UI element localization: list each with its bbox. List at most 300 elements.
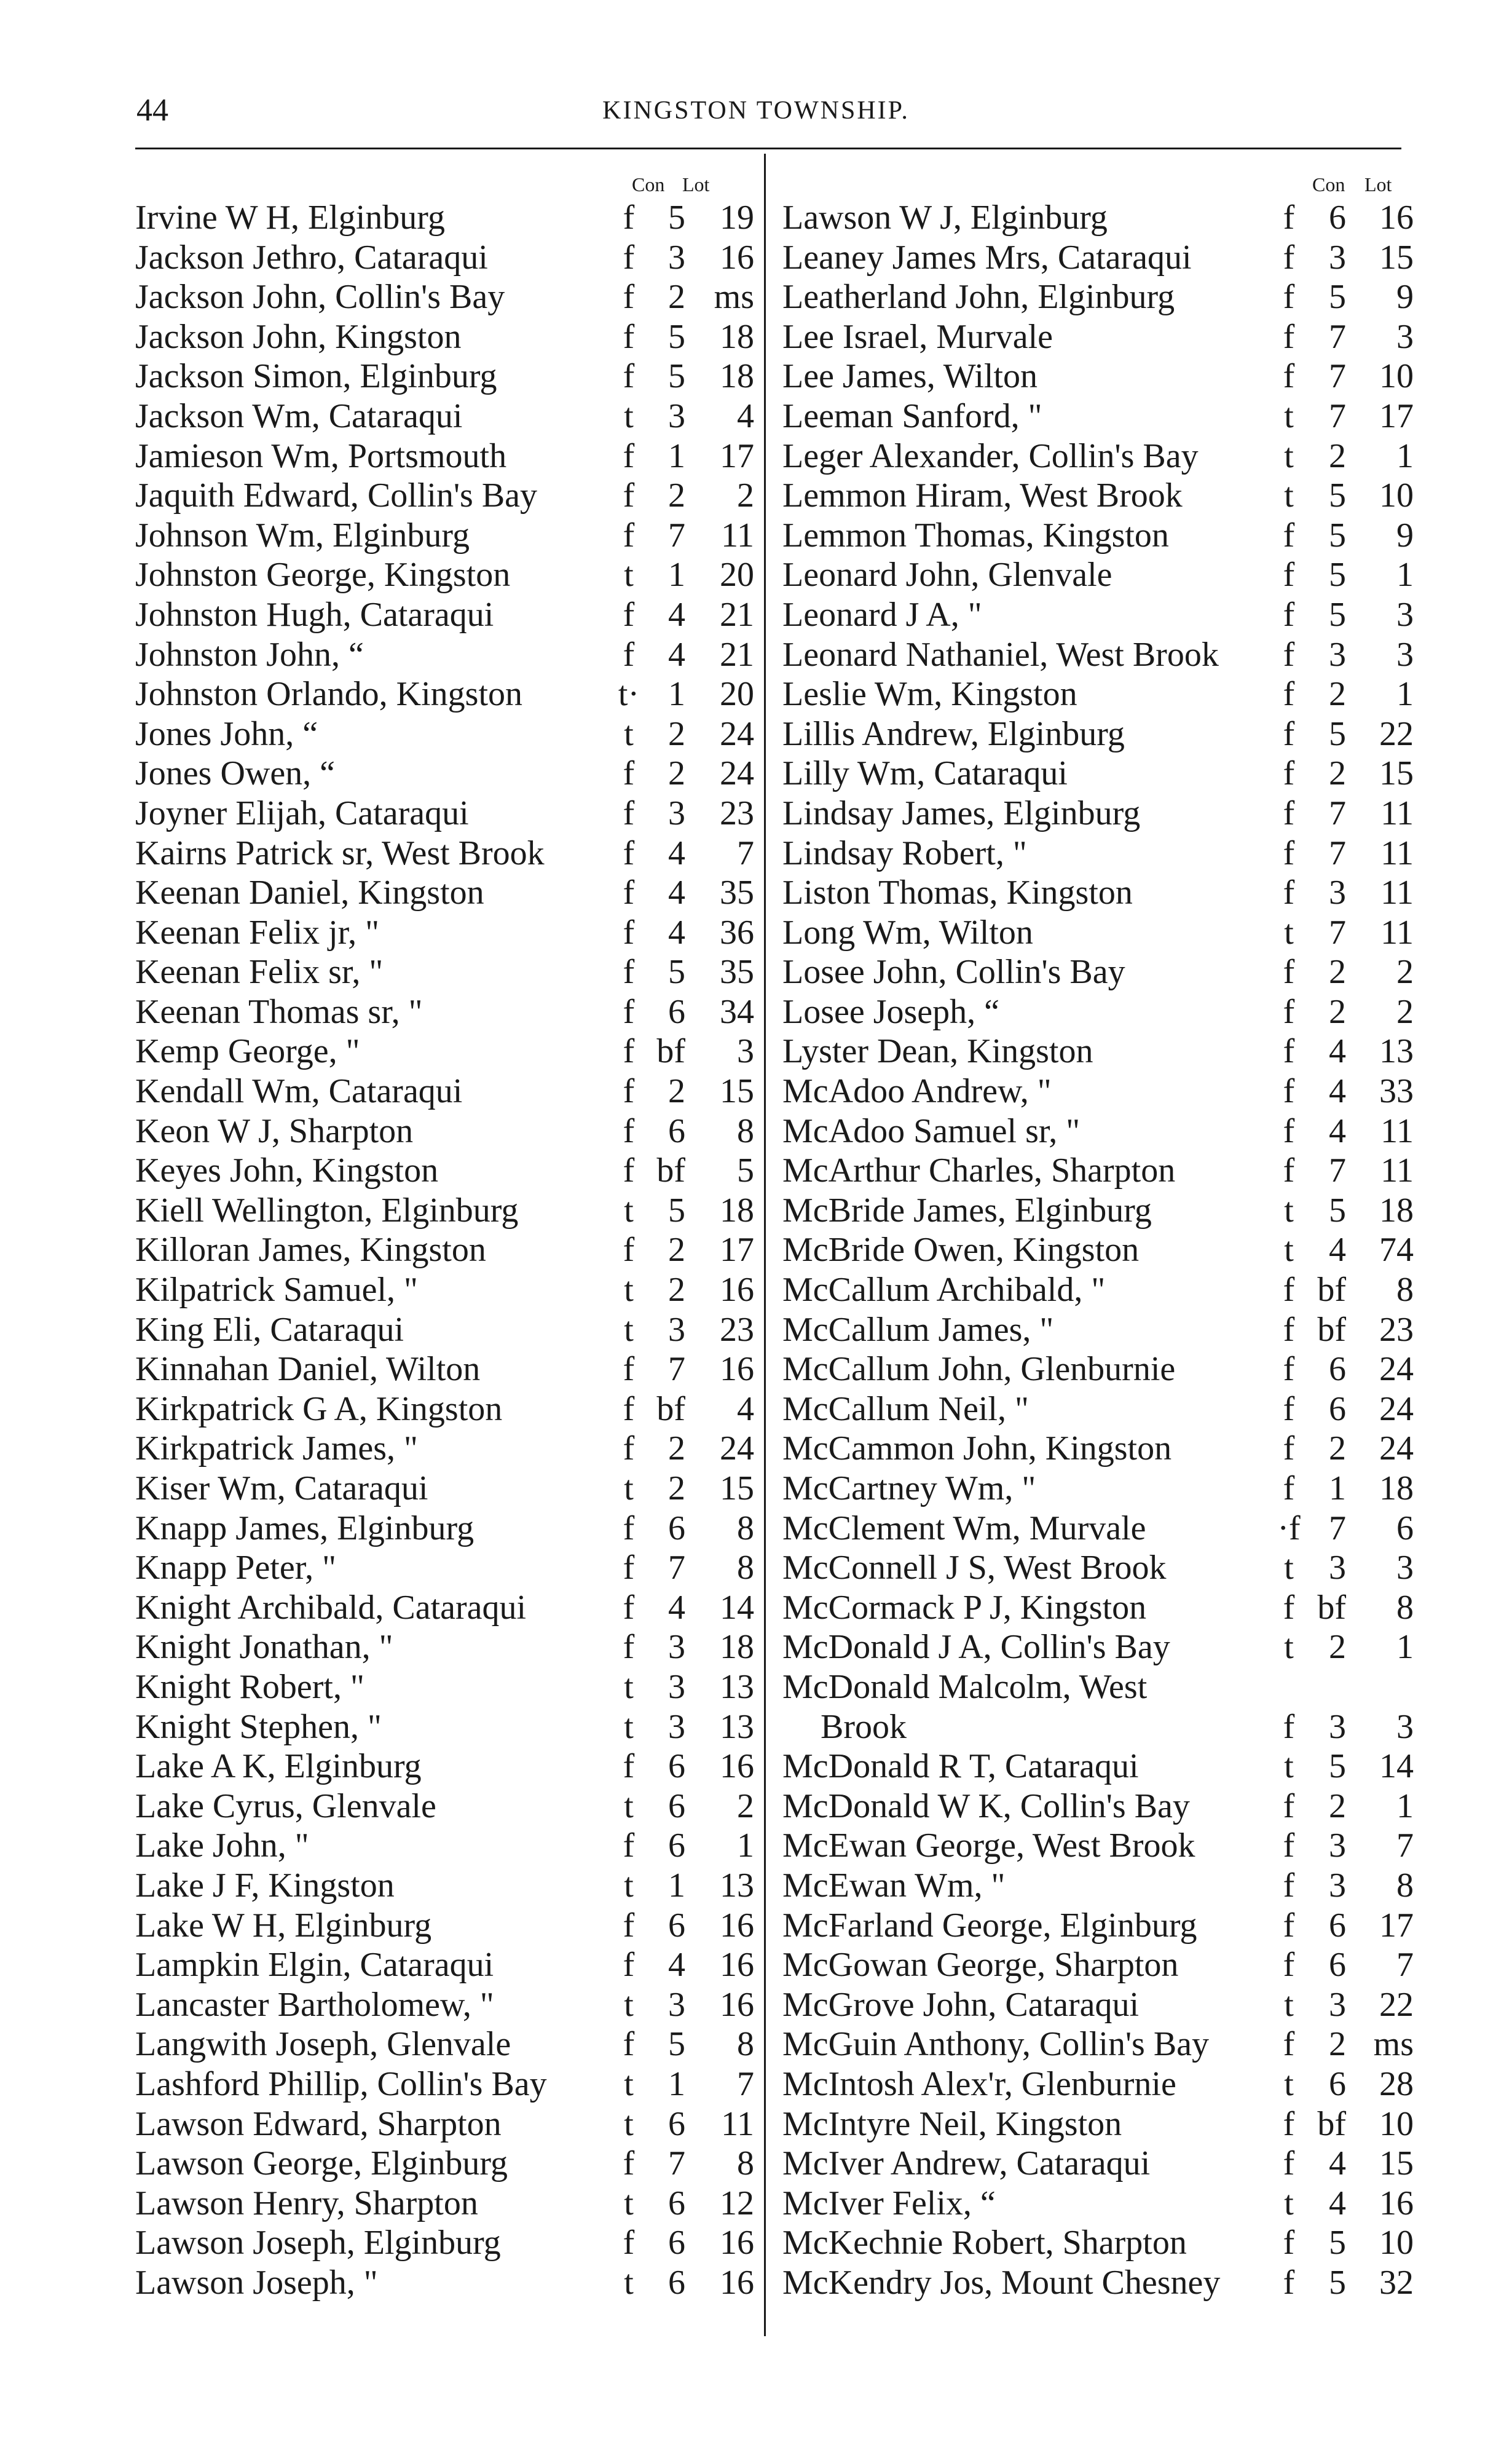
directory-entry xyxy=(771,2263,1417,2303)
entry-name: Knight Archibald, Cataraqui xyxy=(135,1588,527,1627)
entry-name: Johnston Hugh, Cataraqui xyxy=(135,595,494,634)
entry-tenure: t xyxy=(1284,1231,1294,1270)
directory-entry xyxy=(771,1469,1417,1509)
entry-name: Leatherland John, Elginburg xyxy=(782,278,1175,317)
entry-concession: 3 xyxy=(1329,1707,1346,1746)
entry-tenure: f xyxy=(1283,1151,1295,1190)
entry-lot: 2 xyxy=(1396,992,1414,1031)
entry-tenure: f xyxy=(623,635,635,674)
entry-name: McClement Wm, Murvale xyxy=(782,1509,1146,1547)
entry-name: McAdoo Andrew, " xyxy=(782,1072,1052,1111)
directory-entry xyxy=(771,1032,1417,1072)
entry-lot: 3 xyxy=(1396,1707,1414,1746)
directory-entry xyxy=(771,913,1417,953)
entry-tenure: t xyxy=(1284,436,1294,475)
entry-concession: 6 xyxy=(668,1112,685,1150)
directory-entry xyxy=(771,198,1417,238)
entry-concession: 3 xyxy=(668,238,685,277)
directory-entry xyxy=(771,1509,1417,1549)
directory-entry xyxy=(771,992,1417,1032)
entry-lot: 15 xyxy=(1379,2144,1414,2183)
directory-entry xyxy=(117,397,762,436)
entry-lot: 14 xyxy=(720,1588,754,1627)
directory-entry xyxy=(117,2104,762,2144)
entry-lot: 9 xyxy=(1396,278,1414,317)
directory-entry xyxy=(771,1866,1417,1906)
entry-name: Lake Cyrus, Glenvale xyxy=(135,1787,436,1825)
entry-name: McDonald Malcolm, West xyxy=(782,1667,1148,1706)
entry-concession: 3 xyxy=(1329,1985,1346,2024)
entry-concession: 5 xyxy=(668,953,685,992)
directory-entry xyxy=(117,834,762,874)
entry-lot: 4 xyxy=(737,397,754,435)
left-column xyxy=(117,161,762,2331)
directory-entry xyxy=(117,1389,762,1429)
entry-lot: ms xyxy=(1373,2025,1414,2064)
directory-entry xyxy=(117,1866,762,1906)
entry-lot: 2 xyxy=(737,1787,754,1825)
entry-lot: 1 xyxy=(737,1827,754,1865)
entry-concession: 3 xyxy=(1329,1866,1346,1905)
entry-name: Killoran James, Kingston xyxy=(135,1231,486,1270)
entry-name: Kendall Wm, Cataraqui xyxy=(135,1072,463,1111)
entry-tenure: t xyxy=(624,1469,634,1507)
entry-tenure: f xyxy=(1283,278,1295,317)
directory-entry xyxy=(771,555,1417,595)
entry-lot: 74 xyxy=(1379,1231,1414,1270)
directory-entry xyxy=(117,357,762,397)
entry-lot: 24 xyxy=(1379,1389,1414,1428)
entry-lot: 13 xyxy=(720,1707,754,1746)
entry-name: Kiser Wm, Cataraqui xyxy=(135,1469,428,1507)
entry-lot: 8 xyxy=(737,1112,754,1150)
entry-name: Keenan Felix sr, " xyxy=(135,953,384,992)
entry-name: McCormack P J, Kingston xyxy=(782,1588,1147,1627)
directory-entry xyxy=(771,2223,1417,2263)
entry-name: Lee James, Wilton xyxy=(782,357,1038,396)
directory-entry xyxy=(771,595,1417,635)
entry-concession: 6 xyxy=(668,1906,685,1945)
directory-entry xyxy=(117,2184,762,2224)
entry-lot: 15 xyxy=(1379,238,1414,277)
entry-concession: 1 xyxy=(668,436,685,475)
entry-name: Langwith Joseph, Glenvale xyxy=(135,2025,511,2064)
entry-concession: 4 xyxy=(668,1588,685,1627)
entry-tenure: f xyxy=(623,595,635,634)
entry-tenure: f xyxy=(623,874,635,912)
entry-concession: 2 xyxy=(1329,1787,1346,1825)
entry-concession: 5 xyxy=(1329,556,1346,594)
directory-entry xyxy=(117,1072,762,1112)
entry-lot: 16 xyxy=(720,1946,754,1985)
entry-concession: 2 xyxy=(668,1429,685,1468)
entry-concession: 5 xyxy=(668,199,685,237)
directory-entry xyxy=(771,1191,1417,1231)
entry-concession: 4 xyxy=(668,913,685,952)
entry-lot: 17 xyxy=(720,1231,754,1270)
directory-entry xyxy=(117,1469,762,1509)
entry-name: Johnson Wm, Elginburg xyxy=(135,516,470,555)
entry-lot: 24 xyxy=(720,1429,754,1468)
directory-entry xyxy=(771,2144,1417,2184)
entry-name: Kirkpatrick James, " xyxy=(135,1429,418,1468)
entry-name: McCallum John, Glenburnie xyxy=(782,1350,1176,1389)
entry-concession: 7 xyxy=(1329,834,1346,872)
entry-concession: 1 xyxy=(668,675,685,714)
entry-name: McBride James, Elginburg xyxy=(782,1191,1152,1230)
entry-tenure: f xyxy=(623,1827,635,1865)
entry-concession: 6 xyxy=(668,2224,685,2262)
entry-name: McFarland George, Elginburg xyxy=(782,1906,1197,1945)
directory-entry xyxy=(771,436,1417,476)
entry-concession: 2 xyxy=(668,1231,685,1270)
entry-tenure: t xyxy=(624,1667,634,1706)
entry-concession: 7 xyxy=(1329,913,1346,952)
entry-tenure: t xyxy=(624,1310,634,1349)
directory-entry xyxy=(771,2104,1417,2144)
entry-concession: 4 xyxy=(1329,2144,1346,2183)
entry-lot: 18 xyxy=(720,1628,754,1667)
directory-entry xyxy=(771,674,1417,714)
entry-tenure: f xyxy=(623,1112,635,1150)
entry-concession: 3 xyxy=(668,1628,685,1667)
directory-entry xyxy=(117,1509,762,1549)
entry-concession: 6 xyxy=(1329,2064,1346,2103)
entry-tenure: f xyxy=(1283,595,1295,634)
directory-entry xyxy=(117,2263,762,2303)
entry-tenure: f xyxy=(623,436,635,475)
entry-name: Lawson Joseph, " xyxy=(135,2263,378,2302)
entry-concession: bf xyxy=(1317,2104,1346,2143)
entry-tenure: t xyxy=(624,1271,634,1309)
entry-name: Lake W H, Elginburg xyxy=(135,1906,432,1945)
entry-lot: 16 xyxy=(720,1985,754,2024)
entry-lot: ms xyxy=(714,278,754,317)
entry-concession: 2 xyxy=(668,1072,685,1111)
entry-concession: 2 xyxy=(1329,2025,1346,2064)
entry-concession: 5 xyxy=(1329,1747,1346,1786)
directory-entry xyxy=(117,1985,762,2025)
entry-concession: 4 xyxy=(668,834,685,872)
entry-name: Leger Alexander, Collin's Bay xyxy=(782,436,1199,475)
right-column-header xyxy=(771,161,1417,198)
entry-tenure: f xyxy=(1283,2263,1295,2302)
entry-tenure: f xyxy=(623,1231,635,1270)
entry-tenure: f xyxy=(623,476,635,515)
entry-lot: 23 xyxy=(1379,1310,1414,1349)
entry-lot: 18 xyxy=(720,317,754,356)
entry-tenure: t xyxy=(1284,397,1294,435)
entry-lot: 24 xyxy=(1379,1429,1414,1468)
entry-name: McBride Owen, Kingston xyxy=(782,1231,1140,1270)
entry-name: Brook xyxy=(821,1707,907,1746)
entry-tenure: f xyxy=(1283,992,1295,1031)
entry-name: Leslie Wm, Kingston xyxy=(782,675,1077,714)
entry-name: Lyster Dean, Kingston xyxy=(782,1032,1093,1071)
entry-name: Liston Thomas, Kingston xyxy=(782,874,1133,912)
entry-concession: 6 xyxy=(668,2263,685,2302)
entry-tenure: f xyxy=(1283,317,1295,356)
entry-concession: 1 xyxy=(1329,1469,1346,1507)
entry-name: Kinnahan Daniel, Wilton xyxy=(135,1350,481,1389)
entry-concession: 6 xyxy=(668,992,685,1031)
entry-concession: 1 xyxy=(668,2064,685,2103)
entry-tenure: f xyxy=(1283,1389,1295,1428)
entry-concession: 3 xyxy=(668,1985,685,2024)
directory-entry xyxy=(771,1787,1417,1827)
entry-lot: 3 xyxy=(1396,317,1414,356)
entry-tenure: f xyxy=(623,794,635,832)
entry-name: Lawson Henry, Sharpton xyxy=(135,2184,478,2222)
entry-tenure: f xyxy=(1283,2224,1295,2262)
entry-tenure: f xyxy=(623,1032,635,1071)
entry-tenure: f xyxy=(1283,1787,1295,1825)
entry-tenure: f xyxy=(623,1429,635,1468)
directory-entry xyxy=(117,238,762,278)
page-header xyxy=(0,86,1512,135)
entry-tenure: f xyxy=(623,1509,635,1547)
directory-entry xyxy=(771,2184,1417,2224)
entry-concession: 4 xyxy=(668,595,685,634)
directory-entry xyxy=(771,476,1417,516)
entry-tenure: f xyxy=(1283,516,1295,555)
entry-lot: 36 xyxy=(720,913,754,952)
directory-entry xyxy=(117,794,762,834)
entry-tenure: f xyxy=(623,2025,635,2064)
running-head: KINGSTON TOWNSHIP. xyxy=(602,97,910,125)
entry-tenure: f xyxy=(1283,1429,1295,1468)
entry-lot: 6 xyxy=(1396,1509,1414,1547)
entry-lot: 1 xyxy=(1396,1628,1414,1667)
entry-concession: 5 xyxy=(668,1191,685,1230)
entry-name: Keenan Thomas sr, " xyxy=(135,992,423,1031)
directory-entry xyxy=(117,436,762,476)
entry-lot: 11 xyxy=(1380,1112,1414,1150)
directory-entry xyxy=(771,714,1417,754)
entry-name: McKechnie Robert, Sharpton xyxy=(782,2224,1187,2262)
directory-entry xyxy=(117,1429,762,1469)
entry-concession: 5 xyxy=(1329,278,1346,317)
entry-tenure: f xyxy=(623,2144,635,2183)
entry-concession: 7 xyxy=(668,1549,685,1587)
entry-name: Knight Stephen, " xyxy=(135,1707,382,1746)
entry-tenure: f xyxy=(623,2224,635,2262)
entry-tenure: f xyxy=(1283,238,1295,277)
entry-concession: 4 xyxy=(668,1946,685,1985)
directory-entry xyxy=(117,1747,762,1787)
entry-name: Lawson Edward, Sharpton xyxy=(135,2104,502,2143)
entry-concession: 3 xyxy=(668,397,685,435)
entry-lot: 16 xyxy=(720,1906,754,1945)
entry-lot: 32 xyxy=(1379,2263,1414,2302)
entry-tenure: f xyxy=(623,238,635,277)
directory-entry xyxy=(117,1270,762,1310)
entry-concession: 1 xyxy=(668,1866,685,1905)
entry-concession: 7 xyxy=(1329,317,1346,356)
entry-tenure: f xyxy=(623,953,635,992)
entry-concession: bf xyxy=(1317,1588,1346,1627)
entry-tenure: f xyxy=(623,1628,635,1667)
entry-lot: 24 xyxy=(720,714,754,753)
header-rule xyxy=(135,148,1401,149)
directory-entry xyxy=(771,1270,1417,1310)
entry-concession: 4 xyxy=(1329,1032,1346,1071)
entry-name: Leaney James Mrs, Cataraqui xyxy=(782,238,1192,277)
entry-tenure: f xyxy=(1283,675,1295,714)
entry-tenure: f xyxy=(1283,1707,1295,1746)
entry-tenure: f xyxy=(623,754,635,793)
entry-tenure: f xyxy=(1283,1032,1295,1071)
entry-name: McDonald R T, Cataraqui xyxy=(782,1747,1139,1786)
entry-name: McGuin Anthony, Collin's Bay xyxy=(782,2025,1210,2064)
directory-entry xyxy=(117,476,762,516)
directory-entry xyxy=(117,1112,762,1151)
entry-name: Jones Owen, “ xyxy=(135,754,336,793)
right-directory-list xyxy=(771,198,1417,2302)
entry-lot: 1 xyxy=(1396,1787,1414,1825)
entry-lot: 2 xyxy=(737,476,754,515)
entry-concession: 6 xyxy=(668,1787,685,1825)
entry-name: McIver Andrew, Cataraqui xyxy=(782,2144,1151,2183)
directory-entry xyxy=(117,1310,762,1350)
directory-entry xyxy=(117,992,762,1032)
entry-name: McArthur Charles, Sharpton xyxy=(782,1151,1176,1190)
entry-lot: 21 xyxy=(720,595,754,634)
entry-name: Lilly Wm, Cataraqui xyxy=(782,754,1068,793)
entry-tenure: f xyxy=(623,1906,635,1945)
directory-entry xyxy=(771,1667,1417,1707)
directory-entry xyxy=(117,1945,762,1985)
entry-lot: 14 xyxy=(1379,1747,1414,1786)
entry-name: Jackson Jethro, Cataraqui xyxy=(135,238,488,277)
entry-tenure: t xyxy=(1284,1747,1294,1786)
directory-entry xyxy=(117,317,762,357)
directory-entry xyxy=(771,357,1417,397)
entry-concession: 2 xyxy=(668,278,685,317)
entry-tenure: t xyxy=(624,1191,634,1230)
entry-lot: 16 xyxy=(720,2263,754,2302)
entry-lot: 7 xyxy=(737,2064,754,2103)
entry-concession: 5 xyxy=(1329,516,1346,555)
entry-lot: 16 xyxy=(720,1350,754,1389)
entry-tenure: t xyxy=(624,2064,634,2103)
entry-concession: 3 xyxy=(668,1707,685,1746)
entry-concession: 6 xyxy=(668,2104,685,2143)
entry-name: Knapp James, Elginburg xyxy=(135,1509,474,1547)
entry-lot: 11 xyxy=(721,516,754,555)
entry-concession: 2 xyxy=(1329,1429,1346,1468)
entry-concession: 2 xyxy=(1329,1628,1346,1667)
directory-entry xyxy=(117,1548,762,1588)
entry-lot: 16 xyxy=(720,1271,754,1309)
entry-concession: 6 xyxy=(1329,1350,1346,1389)
directory-entry xyxy=(771,277,1417,317)
entry-name: Knight Robert, " xyxy=(135,1667,364,1706)
directory-entry xyxy=(771,397,1417,436)
entry-name: Kiell Wellington, Elginburg xyxy=(135,1191,519,1230)
directory-entry xyxy=(117,1667,762,1707)
entry-concession: 5 xyxy=(1329,714,1346,753)
entry-tenure: f xyxy=(1283,1350,1295,1389)
entry-name: Knight Jonathan, " xyxy=(135,1628,393,1667)
entry-tenure: f xyxy=(623,357,635,396)
entry-tenure: f xyxy=(1283,1906,1295,1945)
page-number: 44 xyxy=(136,93,168,128)
entry-lot: 8 xyxy=(737,2025,754,2064)
entry-name: McCartney Wm, " xyxy=(782,1469,1036,1507)
entry-lot: 21 xyxy=(720,635,754,674)
directory-entry xyxy=(117,555,762,595)
entry-lot: 33 xyxy=(1379,1072,1414,1111)
entry-lot: 12 xyxy=(720,2184,754,2222)
entry-lot: 10 xyxy=(1379,2104,1414,2143)
directory-entry xyxy=(771,1747,1417,1787)
entry-lot: 17 xyxy=(1379,1906,1414,1945)
directory-entry xyxy=(117,1191,762,1231)
entry-tenure: t xyxy=(624,714,634,753)
directory-entry xyxy=(117,198,762,238)
entry-lot: 9 xyxy=(1396,516,1414,555)
entry-tenure: f xyxy=(1283,874,1295,912)
entry-name: Keenan Felix jr, " xyxy=(135,913,379,952)
entry-name: McIntyre Neil, Kingston xyxy=(782,2104,1122,2143)
entry-lot: 15 xyxy=(1379,754,1414,793)
entry-name: Lemmon Thomas, Kingston xyxy=(782,516,1169,555)
entry-tenure: t xyxy=(1284,1191,1294,1230)
entry-tenure: f xyxy=(623,516,635,555)
entry-concession: 6 xyxy=(1329,1906,1346,1945)
entry-tenure: f xyxy=(1283,1946,1295,1985)
entry-concession: 2 xyxy=(668,1469,685,1507)
entry-name: Long Wm, Wilton xyxy=(782,913,1033,952)
entry-tenure: f xyxy=(623,1588,635,1627)
entry-concession: 6 xyxy=(668,1747,685,1786)
entry-lot: 1 xyxy=(1396,436,1414,475)
entry-concession: 3 xyxy=(1329,874,1346,912)
entry-concession: 2 xyxy=(1329,992,1346,1031)
entry-tenure: f xyxy=(1283,1827,1295,1865)
entry-tenure: f xyxy=(1283,714,1295,753)
entry-name: Lawson W J, Elginburg xyxy=(782,199,1108,237)
entry-lot: 35 xyxy=(720,953,754,992)
entry-name: Lillis Andrew, Elginburg xyxy=(782,714,1125,753)
directory-entry xyxy=(117,1627,762,1667)
entry-name: Keon W J, Sharpton xyxy=(135,1112,414,1150)
entry-concession: 6 xyxy=(1329,199,1346,237)
entry-name: McCallum James, " xyxy=(782,1310,1054,1349)
entry-concession: 2 xyxy=(668,1271,685,1309)
entry-concession: 3 xyxy=(1329,1549,1346,1587)
entry-tenure: t xyxy=(624,2263,634,2302)
directory-entry xyxy=(117,1349,762,1389)
entry-name: Lashford Phillip, Collin's Bay xyxy=(135,2064,547,2103)
entry-lot: 16 xyxy=(720,238,754,277)
entry-name: Jackson John, Kingston xyxy=(135,317,462,356)
directory-entry xyxy=(117,2144,762,2184)
entry-lot: 19 xyxy=(720,199,754,237)
entry-concession: 7 xyxy=(1329,1151,1346,1190)
entry-concession: 1 xyxy=(668,556,685,594)
entry-name: Leeman Sanford, " xyxy=(782,397,1042,435)
directory-entry xyxy=(771,834,1417,874)
entry-name: Lampkin Elgin, Cataraqui xyxy=(135,1946,494,1985)
entry-name: McConnell J S, West Brook xyxy=(782,1549,1167,1587)
entry-lot: 1 xyxy=(1396,556,1414,594)
entry-name: McEwan Wm, " xyxy=(782,1866,1006,1905)
entry-name: McGowan George, Sharpton xyxy=(782,1946,1179,1985)
entry-name: McGrove John, Cataraqui xyxy=(782,1985,1140,2024)
entry-concession: 2 xyxy=(668,754,685,793)
